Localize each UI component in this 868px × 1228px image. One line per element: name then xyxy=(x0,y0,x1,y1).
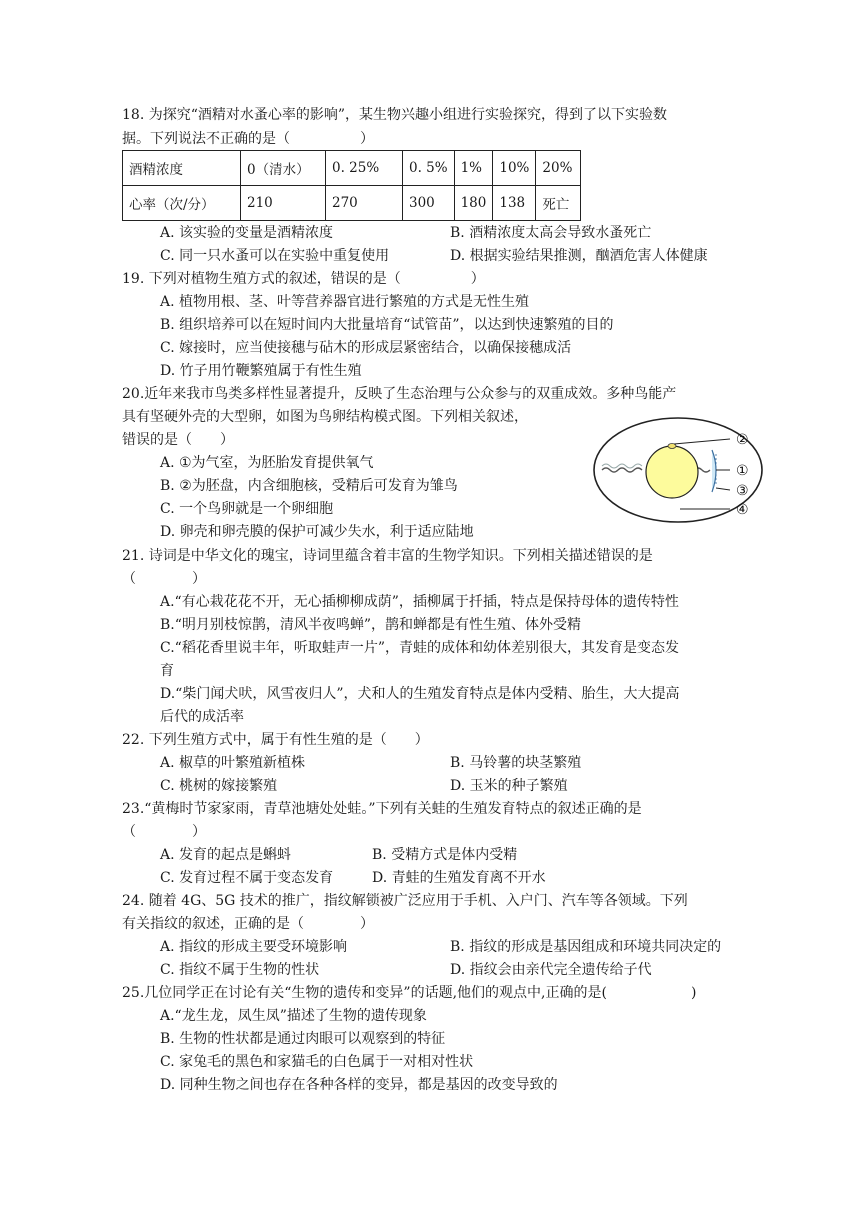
q22-stem: 22. 下列生殖方式中，属于有性生殖的是（ ） xyxy=(122,732,429,748)
q18-stem-line1: 18. 为探究“酒精对水蚤心率的影响”，某生物兴趣小组进行实验探究，得到了以下实验数 xyxy=(122,107,668,123)
q21-option-d-line1: D.“柴门闻犬吠，风雪夜归人”，犬和人的生殖发育特点是体内受精、胎生，大大提高 xyxy=(160,686,680,702)
q19-option-a: A. 植物用根、茎、叶等营养器官进行繁殖的方式是无性生殖 xyxy=(160,294,530,310)
q20-option-d: D. 卵壳和卵壳膜的保护可减少失水，利于适应陆地 xyxy=(160,524,474,540)
q19-stem: 19. 下列对植物生殖方式的叙述，错误的是（ ） xyxy=(122,271,485,287)
q21-option-a: A.“有心栽花花不开，无心插柳柳成荫”，插柳属于扦插，特点是保持母体的遗传特性 xyxy=(160,594,679,610)
q20-stem-line1: 20.近年来我市鸟类多样性显著提升，反映了生态治理与公众参与的双重成效。多种鸟能产 xyxy=(122,386,677,402)
q24-stem-line2: 有关指纹的叙述，正确的是（ ） xyxy=(122,916,374,932)
q22-option-c: C. 桃树的嫁接繁殖 xyxy=(160,778,278,794)
q22-option-a: A. 椒草的叶繁殖新植株 xyxy=(160,755,306,771)
table-cell: 0（清水） xyxy=(241,151,326,186)
q19-option-b: B. 组织培养可以在短时间内大批量培育“试管苗”，以达到快速繁殖的目的 xyxy=(160,317,614,333)
q18-option-b: B. 酒精浓度太高会导致水蚤死亡 xyxy=(450,225,652,241)
q20-stem-line2: 具有坚硬外壳的大型卵，如图为鸟卵结构模式图。下列相关叙述， xyxy=(122,409,528,425)
label-4: ④ xyxy=(736,502,749,518)
q23-option-b: B. 受精方式是体内受精 xyxy=(372,847,518,863)
q23-option-d: D. 青蛙的生殖发育离不开水 xyxy=(372,870,546,886)
q20-stem-line3: 错误的是（ ） xyxy=(122,432,234,448)
table-cell: 10% xyxy=(493,151,536,186)
q23-stem-line1: 23.“黄梅时节家家雨，青草池塘处处蛙。”下列有关蛙的生殖发育特点的叙述正确的是 xyxy=(122,801,642,817)
label-2: ② xyxy=(736,432,749,448)
q21-option-d-line2: 后代的成活率 xyxy=(160,709,244,725)
q18-option-c: C. 同一只水蚤可以在实验中重复使用 xyxy=(160,248,390,264)
q23-stem-line2: （ ） xyxy=(122,824,206,840)
q18-stem-line2: 据。下列说法不正确的是（ ） xyxy=(122,131,374,147)
table-cell: 270 xyxy=(326,186,403,221)
table-cell: 210 xyxy=(241,186,326,221)
table-cell: 20% xyxy=(536,151,581,186)
table-cell: 0. 5% xyxy=(403,151,455,186)
table-cell: 180 xyxy=(454,186,493,221)
q25-option-a: A.“龙生龙，凤生凤”描述了生物的遗传现象 xyxy=(160,1008,427,1024)
q21-option-b: B.“明月别枝惊鹊，清风半夜鸣蝉”，鹊和蝉都是有性生殖、体外受精 xyxy=(160,617,582,633)
table-cell: 1% xyxy=(454,151,493,186)
q20-option-c: C. 一个鸟卵就是一个卵细胞 xyxy=(160,501,334,517)
label-3: ③ xyxy=(736,483,749,499)
q24-option-a: A. 指纹的形成主要受环境影响 xyxy=(160,939,348,955)
q25-option-d: D. 同种生物之间也存在各种各样的变异，都是基因的改变导致的 xyxy=(160,1077,558,1093)
table-cell: 300 xyxy=(403,186,455,221)
q19-option-c: C. 嫁接时，应当使接穗与砧木的形成层紧密结合，以确保接穗成活 xyxy=(160,340,572,356)
q20-option-b: B. ②为胚盘，内含细胞核，受精后可发育为雏鸟 xyxy=(160,478,458,494)
label-1: ① xyxy=(736,463,749,479)
q21-option-c-line1: C.“稻花香里说丰年，听取蛙声一片”，青蛙的成体和幼体差别很大，其发育是变态发 xyxy=(160,640,679,656)
table-row xyxy=(123,151,581,186)
q21-stem-line2: （ ） xyxy=(122,571,206,587)
table-cell: 酒精浓度 xyxy=(123,151,241,186)
q25-option-b: B. 生物的性状都是通过肉眼可以观察到的特征 xyxy=(160,1031,446,1047)
q25-option-c: C. 家兔毛的黑色和家猫毛的白色属于一对相对性状 xyxy=(160,1054,474,1070)
q25-stem: 25.几位同学正在讨论有关“生物的遗传和变异”的话题,他们的观点中,正确的是( ) xyxy=(122,985,697,1001)
table-cell: 心率（次/分） xyxy=(123,186,241,221)
q22-option-b: B. 马铃薯的块茎繁殖 xyxy=(450,755,582,771)
q20-option-a: A. ①为气室，为胚胎发育提供氧气 xyxy=(160,455,374,471)
bird-egg-diagram xyxy=(590,414,790,526)
q24-option-b: B. 指纹的形成是基因组成和环境共同决定的 xyxy=(450,939,722,955)
q19-option-d: D. 竹子用竹鞭繁殖属于有性生殖 xyxy=(160,363,362,379)
q21-stem-line1: 21. 诗词是中华文化的瑰宝，诗词里蕴含着丰富的生物学知识。下列相关描述错误的是 xyxy=(122,548,653,564)
q24-option-c: C. 指纹不属于生物的性状 xyxy=(160,962,320,978)
q23-option-c: C. 发育过程不属于变态发育 xyxy=(160,870,334,886)
q18-option-a: A. 该实验的变量是酒精浓度 xyxy=(160,225,334,241)
q24-stem-line1: 24. 随着 4G、5G 技术的推广，指纹解锁被广泛应用于手机、入户门、汽车等各领域。下列 xyxy=(122,893,688,909)
q18-data-table xyxy=(122,150,581,221)
q22-option-d: D. 玉米的种子繁殖 xyxy=(450,778,568,794)
q23-option-a: A. 发育的起点是蝌蚪 xyxy=(160,847,292,863)
table-cell: 0. 25% xyxy=(326,151,403,186)
q24-option-d: D. 指纹会由亲代完全遗传给子代 xyxy=(450,962,652,978)
q18-option-d: D. 根据实验结果推测，酗酒危害人体健康 xyxy=(450,248,708,264)
table-cell: 138 xyxy=(493,186,536,221)
q21-option-c-line2: 育 xyxy=(160,663,174,679)
table-row xyxy=(123,186,581,221)
table-cell: 死亡 xyxy=(536,186,581,221)
egg-yolk xyxy=(646,446,698,498)
